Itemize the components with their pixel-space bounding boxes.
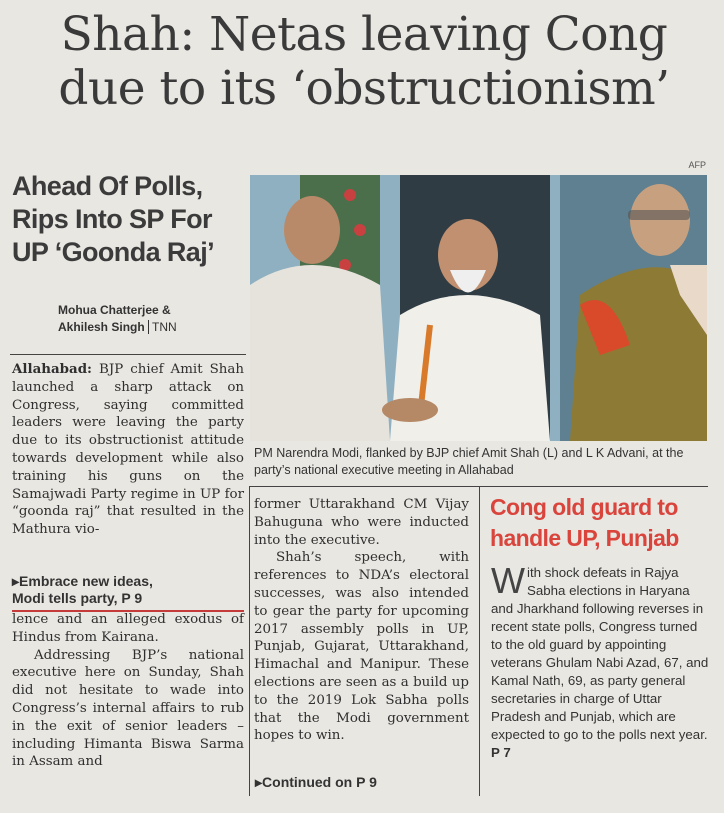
article-paragraph-1: BJP chief Amit Shah launched a sharp attack on Congress, saying committed leaders were leaving the party due to its obstructionist attitude towards development while also training his guns on the Samajwadi Party regime in UP for “goonda raj” that resulted in the Mathura vio- (12, 362, 244, 538)
divider (250, 486, 708, 487)
divider (10, 354, 246, 355)
byline-authors-line-1: Mohua Chatterjee & (58, 303, 171, 317)
photo-illustration (250, 175, 707, 441)
sidebar-text: ith shock defeats in Rajya Sabha elections in Haryana and Jharkhand following reverses in recent state polls, Congress turned to the old guard by appointing veterans Ghulam Nabi Azad, 67, and Kamal Nath, 69, as party general secretaries in charge of Uttar Pradesh and Punjab, which are expected to go to the polls next year. (491, 565, 709, 742)
byline-authors-line-2: Akhilesh Singh (58, 320, 145, 334)
teaser-line-1: Embrace new ideas, (19, 573, 153, 589)
headline-line-2: due to its ‘obstructionism’ (58, 61, 670, 116)
article-paragraph-2-cont: former Uttarakhand CM Vijay Bahuguna who were inducted into the executive. (254, 497, 469, 548)
article-paragraph-3: Shah’s speech, with references to NDA’s electoral successes, was also intended to gear the party for upcoming 2017 assembly polls in UP, Punjab, Gujarat, Uttarakhand, Himachal and Manipur. These elections are seen as a build up to the 2019 Lok Sabha polls that the Modi government hopes to win. (254, 550, 469, 744)
divider (249, 486, 250, 796)
article-column-2 (254, 496, 469, 745)
article-paragraph-1-cont: lence and an alleged exodus of Hindus from Kairana. (12, 612, 244, 645)
article-column-1-top (12, 361, 244, 539)
article-paragraph-2: Addressing BJP’s national executive here on Sunday, Shah did not hesitate to wade into Congress’s internal affairs to rub in the exit of senior leaders – including Himanta Biswa Sarma in Assam and (12, 647, 244, 770)
divider (479, 486, 480, 796)
teaser-line-2: Modi tells party, P 9 (12, 590, 143, 606)
sidebar-body (491, 560, 709, 762)
photo-credit: AFP (688, 160, 706, 170)
article-column-1-bottom (12, 611, 244, 771)
continued-link[interactable]: ▸Continued on P 9 (255, 774, 377, 790)
sidebar-headline: Cong old guard to handle UP, Punjab (490, 494, 679, 551)
article-dateline: Allahabad: (12, 361, 92, 377)
sidebar-dropcap: W (491, 560, 525, 601)
kicker-headline: Ahead Of Polls, Rips Into SP For UP ‘Goonda Raj’ (12, 171, 215, 267)
headline (14, 8, 714, 116)
teaser-link[interactable]: ▸Embrace new ideas, Modi tells party, P 9 (12, 573, 244, 612)
continued-label: Continued on P 9 (262, 774, 377, 790)
news-photo (250, 175, 707, 441)
byline (58, 302, 177, 336)
sidebar-page-ref[interactable]: P 7 (491, 745, 511, 760)
photo-caption: PM Narendra Modi, flanked by BJP chief Amit Shah (L) and L K Advani, at the party’s national executive meeting in Allahabad (254, 446, 684, 477)
byline-agency: TNN (148, 320, 177, 334)
headline-line-1: Shah: Netas leaving Cong (60, 7, 668, 62)
